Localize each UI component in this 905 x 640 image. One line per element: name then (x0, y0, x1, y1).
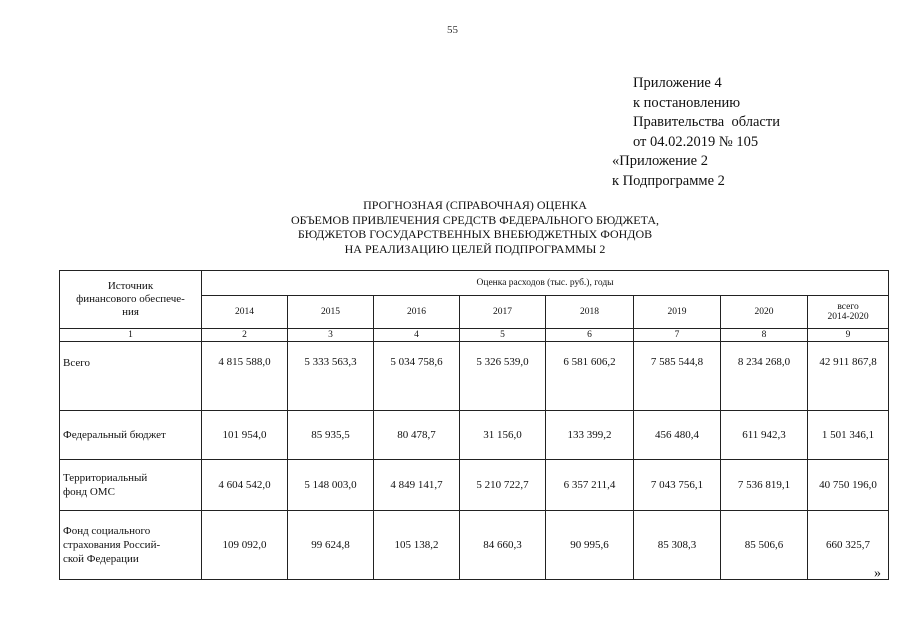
table-cell: 1 501 346,1 (808, 411, 889, 460)
table-cell: 5 034 758,6 (374, 342, 460, 411)
year-header: 2018 (546, 296, 634, 329)
table-cell: 84 660,3 (460, 511, 546, 580)
table-cell: 85 308,3 (634, 511, 721, 580)
total-header-line: 2014-2020 (827, 312, 869, 322)
table-cell: 4 815 588,0 (202, 342, 288, 411)
table-cell: 5 333 563,3 (288, 342, 374, 411)
column-number: 6 (546, 329, 634, 342)
row-label-line: Федеральный бюджет (63, 429, 166, 441)
year-header: 2019 (634, 296, 721, 329)
table-cell: 5 148 003,0 (288, 460, 374, 511)
table-cell: 4 849 141,7 (374, 460, 460, 511)
column-number: 1 (60, 329, 202, 342)
source-header-line: ния (122, 306, 139, 318)
table-cell: 109 092,0 (202, 511, 288, 580)
column-number-row (60, 329, 889, 342)
appendix-line: к постановлению (633, 94, 741, 111)
title-line: БЮДЖЕТОВ ГОСУДАРСТВЕННЫХ ВНЕБЮДЖЕТНЫХ ФОНДОВ (297, 227, 653, 241)
table-cell: 6 357 211,4 (546, 460, 634, 511)
year-header: 2014 (202, 296, 288, 329)
source-header (60, 271, 202, 329)
table-cell: 5 326 539,0 (460, 342, 546, 411)
table-cell: 101 954,0 (202, 411, 288, 460)
table-cell: 133 399,2 (546, 411, 634, 460)
table-cell: 611 942,3 (721, 411, 808, 460)
year-header: 2020 (721, 296, 808, 329)
estimate-header: Оценка расходов (тыс. руб.), годы (202, 271, 889, 296)
appendix-line: Приложение 4 (633, 75, 722, 91)
document-title (200, 198, 750, 256)
table-cell: 90 995,6 (546, 511, 634, 580)
table-row (60, 411, 889, 460)
table-cell: 5 210 722,7 (460, 460, 546, 511)
title-line: ОБЪЕМОВ ПРИВЛЕЧЕНИЯ СРЕДСТВ ФЕДЕРАЛЬНОГО БЮДЖЕТА, (290, 212, 660, 227)
total-header-line: всего (837, 302, 859, 312)
table-cell: 99 624,8 (288, 511, 374, 580)
column-number: 8 (721, 329, 808, 342)
table-cell: 85 506,6 (721, 511, 808, 580)
row-label-line: страхования Россий- (63, 539, 161, 551)
row-label-line: ской Федерации (63, 553, 139, 565)
column-number: 2 (202, 329, 288, 342)
table-cell: 42 911 867,8 (808, 342, 889, 411)
column-number: 9 (808, 329, 889, 342)
table-cell: 105 138,2 (374, 511, 460, 580)
row-label-line: фонд ОМС (63, 486, 115, 498)
appendix-line: «Приложение 2 (612, 153, 708, 169)
closing-quote: » (874, 566, 881, 581)
row-label (60, 342, 202, 411)
table-row (60, 460, 889, 511)
table-cell: 85 935,5 (288, 411, 374, 460)
table-cell: 456 480,4 (634, 411, 721, 460)
column-number: 3 (288, 329, 374, 342)
table-cell: 80 478,7 (374, 411, 460, 460)
funding-table (59, 270, 889, 580)
table-cell: 7 585 544,8 (634, 342, 721, 411)
row-label (60, 511, 202, 580)
appendix-line: Правительства области (633, 114, 780, 130)
table-cell: 31 156,0 (460, 411, 546, 460)
title-line: НА РЕАЛИЗАЦИЮ ЦЕЛЕЙ ПОДПРОГРАММЫ 2 (344, 241, 606, 256)
column-number: 4 (374, 329, 460, 342)
row-label-line: Фонд социального (63, 525, 151, 537)
table-cell: 7 536 819,1 (721, 460, 808, 511)
row-label (60, 460, 202, 511)
row-label (60, 411, 202, 460)
table-cell: 6 581 606,2 (546, 342, 634, 411)
total-header (808, 296, 889, 329)
year-header: 2016 (374, 296, 460, 329)
row-label-line: Всего (63, 357, 90, 369)
table-cell: 660 325,7 (808, 511, 889, 580)
title-line: ПРОГНОЗНАЯ (СПРАВОЧНАЯ) ОЦЕНКА (363, 198, 587, 212)
page-number: 55 (447, 24, 458, 36)
table-cell: 40 750 196,0 (808, 460, 889, 511)
column-number: 5 (460, 329, 546, 342)
appendix-header (612, 74, 780, 191)
table-cell: 8 234 268,0 (721, 342, 808, 411)
appendix-line: к Подпрограмме 2 (612, 172, 725, 189)
table-row (60, 342, 889, 411)
table-cell: 7 043 756,1 (634, 460, 721, 511)
table-row (60, 511, 889, 580)
table-cell: 4 604 542,0 (202, 460, 288, 511)
row-label-line: Территориальный (63, 472, 148, 484)
column-number: 7 (634, 329, 721, 342)
source-header-line: финансового обеспече- (76, 293, 185, 305)
year-header: 2015 (288, 296, 374, 329)
appendix-line: от 04.02.2019 № 105 (633, 133, 759, 150)
year-header: 2017 (460, 296, 546, 329)
source-header-line: Источник (107, 280, 154, 292)
